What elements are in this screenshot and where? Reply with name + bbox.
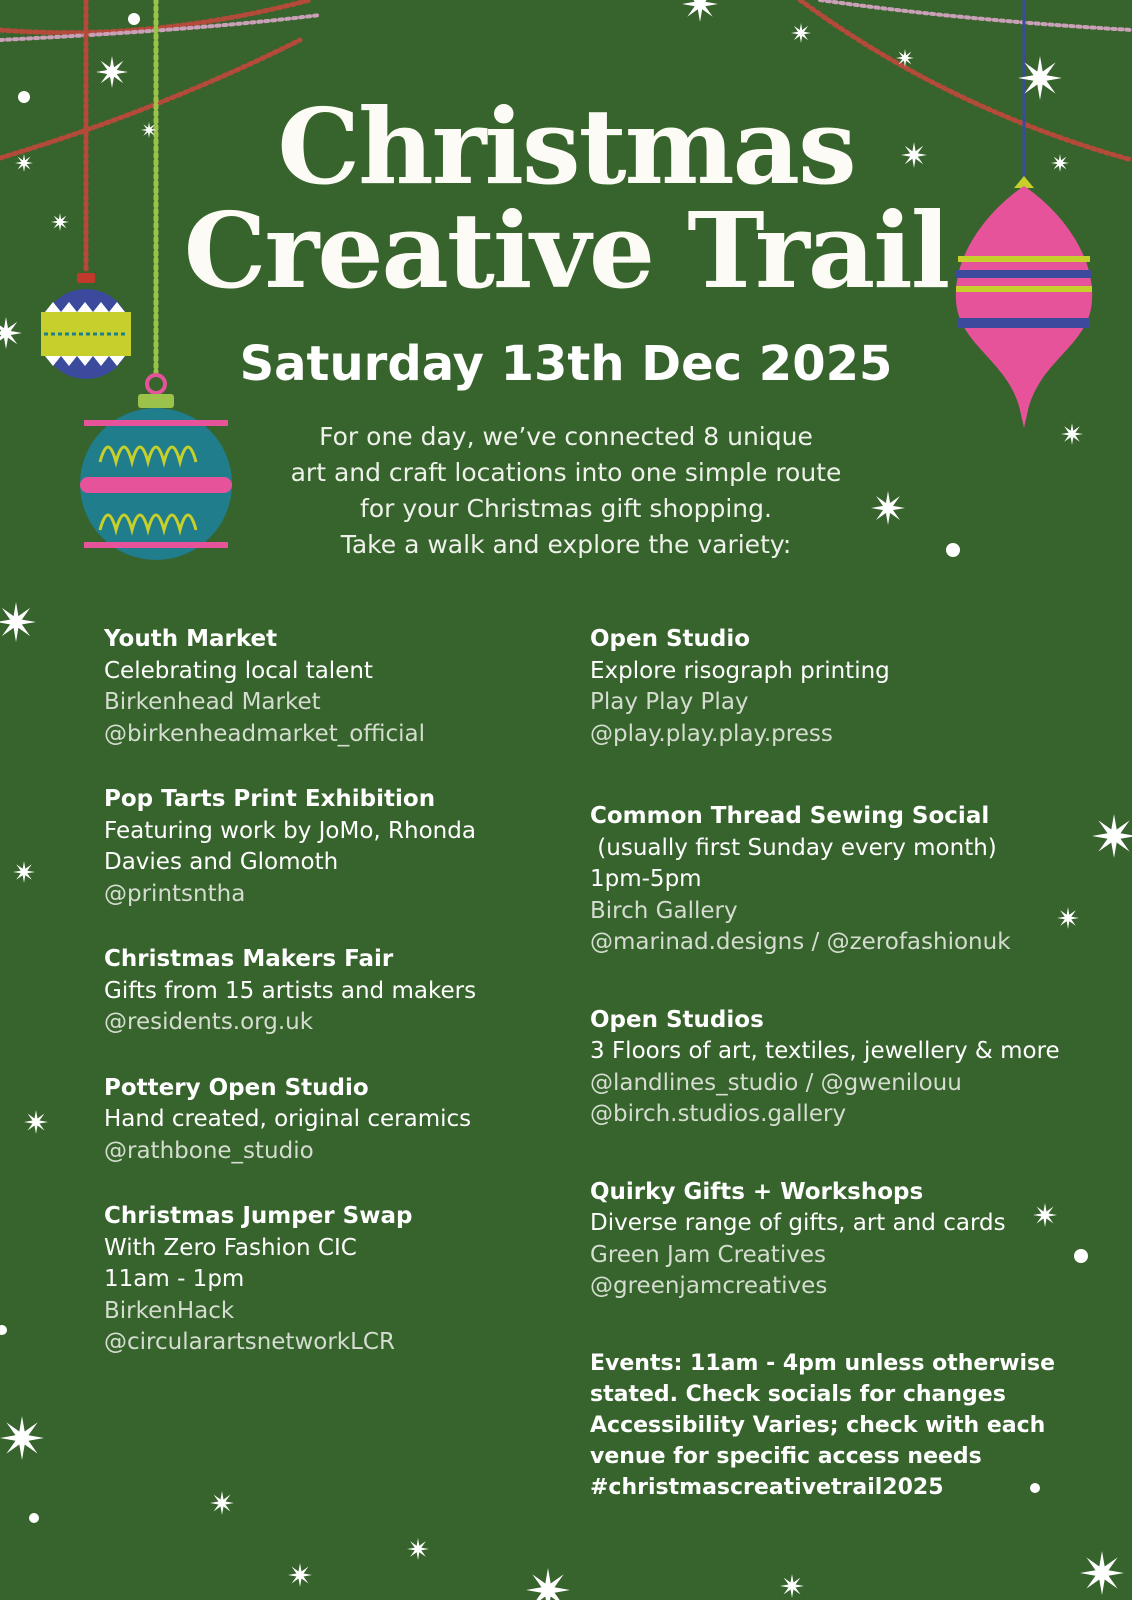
event-handle: @marinad.designs / @zerofashionuk <box>590 929 1011 955</box>
event-detail: Gifts from 15 artists and makers <box>104 977 477 1004</box>
event-detail: (usually first Sunday every month) <box>590 834 997 861</box>
event-venue: BirkenHack <box>104 1297 235 1324</box>
event-detail: 3 Floors of art, textiles, jewellery & more <box>590 1038 1060 1064</box>
event-venue: Green Jam Creatives <box>590 1241 826 1268</box>
event-makers-fair <box>104 944 554 1039</box>
event-detail: Hand created, original ceramics <box>104 1106 472 1132</box>
sparkle-star-icon <box>407 1538 429 1560</box>
event-handle: @greenjamcreatives <box>590 1273 828 1299</box>
event-detail: With Zero Fashion CIC <box>104 1234 357 1261</box>
sparkle-star-icon <box>0 1416 44 1460</box>
title-line-2: Creative Trail <box>183 189 949 312</box>
sparkle-star-icon <box>210 1491 234 1515</box>
sparkle-star-icon <box>0 602 36 642</box>
event-youth-market <box>104 624 554 750</box>
event-handle: @residents.org.uk <box>104 1009 314 1035</box>
event-open-studio <box>590 624 1090 750</box>
intro-line: Take a walk and explore the variety: <box>340 530 792 559</box>
event-open-studios <box>590 1005 1090 1131</box>
event-handle: @play.play.play.press <box>590 720 833 747</box>
sparkle-star-icon <box>288 1563 312 1587</box>
event-detail: Explore risograph printing <box>590 657 890 684</box>
event-name: Open Studio <box>590 626 751 652</box>
sparkle-star-icon <box>526 1568 570 1600</box>
event-handle: @birch.studios.gallery <box>590 1101 847 1127</box>
intro-line: for your Christmas gift shopping. <box>360 494 772 523</box>
intro-line: For one day, we’ve connected 8 unique <box>319 422 813 451</box>
event-detail: Davies and Glomoth <box>104 849 339 875</box>
intro-line: art and craft locations into one simple route <box>290 458 842 487</box>
sparkle-star-icon <box>896 49 914 67</box>
event-name: Open Studios <box>590 1006 764 1033</box>
notes-line: stated. Check socials for changes <box>590 1382 1006 1407</box>
event-venue: Birch Gallery <box>590 897 738 924</box>
event-name: Pottery Open Studio <box>104 1074 369 1101</box>
event-pop-tarts <box>104 784 554 910</box>
sparkle-star-icon <box>682 0 718 22</box>
sparkle-star-icon <box>871 491 905 525</box>
notes-line: Accessibility Varies; check with each <box>590 1413 1046 1438</box>
sparkle-star-icon <box>1080 1551 1124 1595</box>
event-jumper-swap <box>104 1201 554 1359</box>
event-handle: @rathbone_studio <box>104 1137 314 1164</box>
event-sewing-social <box>590 801 1090 959</box>
event-handle: @circularartsnetworkLCR <box>104 1329 395 1355</box>
event-name: Christmas Jumper Swap <box>104 1203 413 1229</box>
sparkle-star-icon <box>1092 814 1132 858</box>
event-name: Quirky Gifts + Workshops <box>590 1178 924 1205</box>
event-pottery <box>104 1073 554 1168</box>
event-detail: Celebrating local talent <box>104 657 373 684</box>
notes-line: venue for specific access needs <box>590 1444 982 1469</box>
events-left-column <box>104 624 554 1359</box>
title-line-1: Christmas <box>277 85 855 208</box>
sparkle-star-icon <box>791 23 811 43</box>
event-venue: Birkenhead Market <box>104 689 321 715</box>
event-detail: Featuring work by JoMo, Rhonda <box>104 817 476 844</box>
event-name: Christmas Makers Fair <box>104 946 394 972</box>
bauble-ornament-icon <box>80 375 232 560</box>
event-detail: Diverse range of gifts, art and cards <box>590 1210 1006 1236</box>
event-detail: 11am - 1pm <box>104 1266 245 1292</box>
event-venue: Play Play Play <box>590 689 749 715</box>
sparkle-star-icon <box>1061 423 1083 445</box>
notes <box>590 1348 1110 1503</box>
event-handle: @printsntha <box>104 880 246 907</box>
event-quirky-gifts <box>590 1177 1090 1303</box>
sparkle-star-icon <box>780 1574 804 1598</box>
event-name: Youth Market <box>104 626 278 652</box>
event-handle: @landlines_studio / @gwenilouu <box>590 1069 962 1096</box>
event-handle: @birkenheadmarket_official <box>104 720 426 747</box>
event-name: Pop Tarts Print Exhibition <box>104 786 436 812</box>
events-right-column <box>590 624 1090 1303</box>
sparkle-star-icon <box>96 56 128 88</box>
event-detail: 1pm-5pm <box>590 866 702 892</box>
hashtag: #christmascreativetrail2025 <box>590 1475 944 1500</box>
intro-text <box>260 419 872 563</box>
event-name: Common Thread Sewing Social <box>590 803 990 829</box>
event-date: Saturday 13th Dec 2025 <box>239 336 893 392</box>
sparkle-star-icon <box>13 861 35 883</box>
notes-line: Events: 11am - 4pm unless otherwise <box>590 1351 1056 1376</box>
sparkle-star-icon <box>24 1110 48 1134</box>
